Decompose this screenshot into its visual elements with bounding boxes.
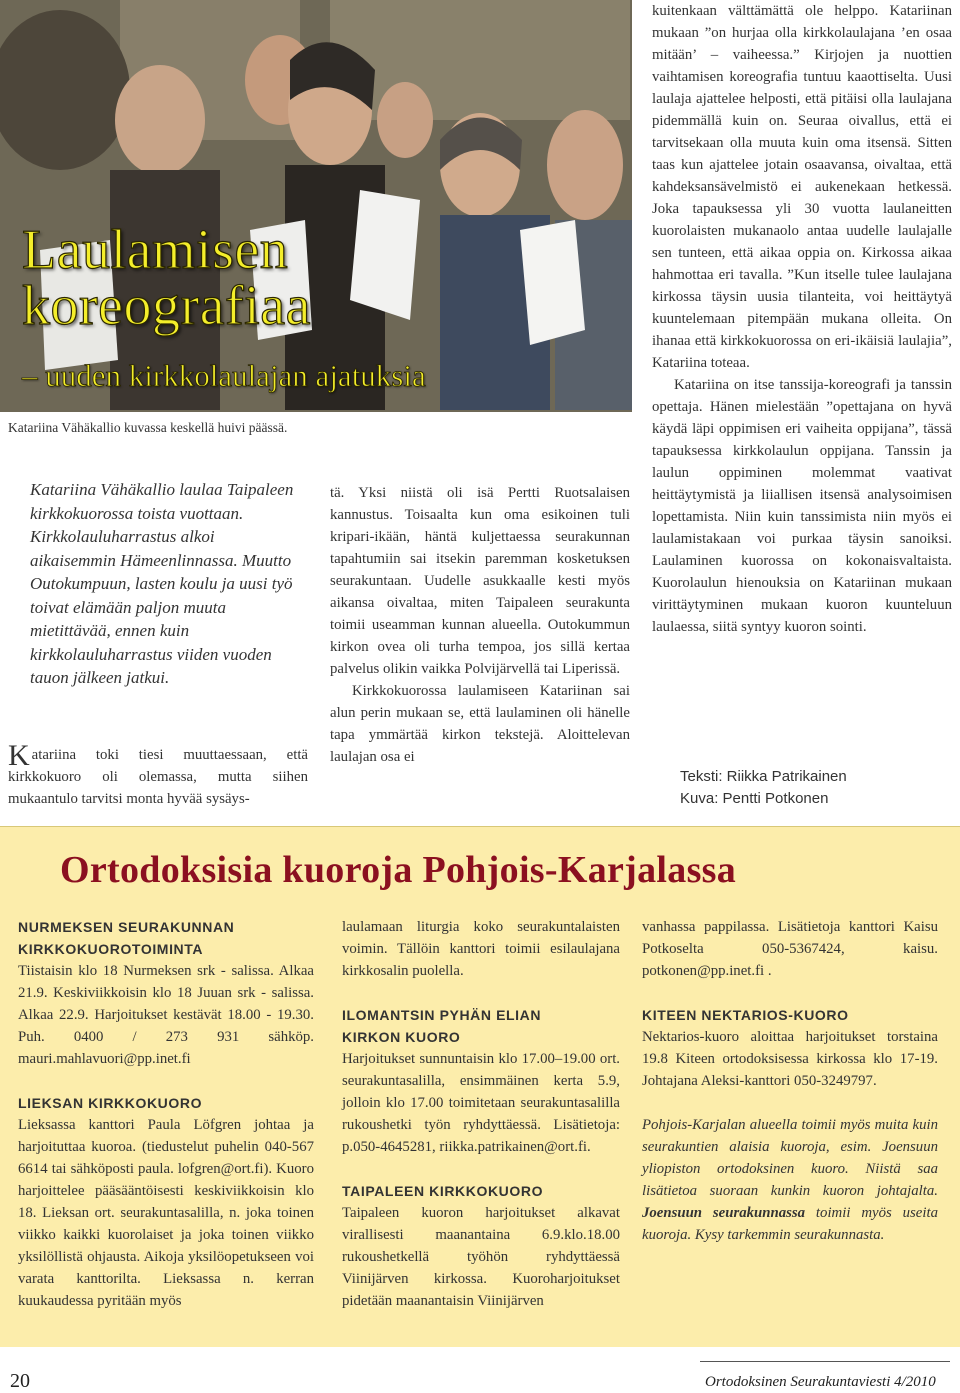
headline-line2: koreografiaa — [22, 275, 311, 337]
publication-name: Ortodoksinen Seurakuntaviesti 4/2010 — [705, 1374, 936, 1390]
box-column-1 — [18, 916, 314, 1312]
article-col3-p2: Katariina on itse tanssija-koreografi ja tanssin opettaja. Hänen mielestään ”opettajana on hyvä käydä läpi oppimisen eri vaiheita oppijana”, tässä tapauksessa kirkkolaulun oppijana. Tanssin ja laulun oppiminen molemmat vaativat heittäytymistä ja liiallisen itsensä analysoimisen lopettamista. Niin kuin tanssimista niin myös ei laulamistakaan voi purkaa täysin sanoiksi. Laulaminen kuorossa on kokonaisvaltaista. Kuorolaulun hienouksia on Katariinan mukaan virittäytyminen mukaan kuoron kuunteluun laulaessa, siitä syntyy kuoron sointi. — [652, 377, 952, 635]
article-col2-p2: Kirkkokuorossa laulamiseen Katariinan sai alun perin mukaan se, että laulaminen oli hänelle tapa ymmärtää kirkon tekstejä. Aloittelevan laulajan osa ei — [330, 683, 630, 765]
kitee-text: Nektarios-kuoro aloittaa harjoitukset torstaina 19.8 Kiteen ortodoksisessa kirkossa klo 17-19. Johtajana Aleksi-kanttori 050-3249797. — [642, 1029, 938, 1089]
box-title: Ortodoksisia kuoroja Pohjois-Karjalassa — [60, 849, 737, 891]
note-part-1: Pohjois-Karjalan alueella toimii myös muita kuin seurakuntien alaisia kuoroja, esim. Joensuun yliopiston ortodoksinen kuoro. Niistä saa lisätietoa suoraan kunkin kuoron johtajalta. — [642, 1117, 938, 1199]
nurmes-heading-1: NURMEKSEN SEURAKUNNAN — [18, 919, 235, 935]
article-col2-p1: tä. Yksi niistä oli isä Pertti Ruotsalaisen kannustus. Toisaalta kun oma esikoinen tuli kripari-ikään, häntä kuljettaessa seurakunnan tapahtumiin sai itsekin paremman kosketuksen seurakuntaan. Uudelle asukkaalle kesti myös aikansa oivaltaa, miten Taipaleen seurakunta toimii useamman kunnan alueella. Outokummun kirkon ovea oli turha tempoa, jos sillä kertaa palvelus olikin vaikka Polvijärvellä tai Liperissä. — [330, 485, 630, 677]
lieksa-continued: laulamaan liturgia koko seurakuntalaisten voimin. Tällöin kanttori toimii esilaulajana kirkkosalin puolella. — [342, 919, 620, 979]
credit-text: Teksti: Riikka Patrikainen — [680, 768, 847, 785]
taipale-text: Taipaleen kuoron harjoitukset alkavat virallisesti maanantaina 6.9.klo.18.00 rukoushetkellä työhön ryhdyttäessä Viinijärven kirkossa. Kuoroharjoitukset pidetään maanantaisin Viinijärven — [342, 1205, 620, 1309]
lieksa-text: Lieksassa kanttori Paula Löfgren johtaa ja harjoituttaa kuoroa. (tiedustelut puhelin 040-567 6614 tai sähköposti paula. lofgren@ort.fi). Kuoro harjoittelee pääsääntöisesti keskiviikkoisin klo 18. Lieksan ort. seurakuntasalilla, n. joka toinen viikko kaikki kuorolaiset ja joka toinen viikko yksilöllistä ohjausta. Aikoja yksilöopetukseen voi varata kanttorilta. Lieksassa n. kerran kuukaudessa pyritään myös — [18, 1117, 314, 1309]
article-col3-p1: kuitenkaan välttämättä ole helppo. Katariinan mukaan ”on hurjaa olla kirkkolaulajana ’en osaa mitään’ – vaiheessa.” Kirjojen ja nuottien vaihtamisen koreografia tuntuu kaaottiselta. Uusi laulaja ajattelee helposti, että pitäisi olla laulajana pidemmällä kuin on. Seuraa oivallus, että ei tarvitsekaan olla muuta kuin oma itsensä. Sitten taas kun ajattelee jotain osaavansa, oivaltaa, että kahdeksansävelmistö ei aukenekaan hetkessä. Joka tapauksessa yli 30 vuotta laulaneitten kuorolaisten mukanaolo antaa uudelle laulajalle sen tunteen, että aikaa oppia on. Kirkossa aikaa hahmottaa eri tavalla. ”Kun itselle tulee laulajana kirkossa täysin uusia tilanteita, voi heittäytyä kuuntelemaan pitempään mukana olleita. On ihanaa että kirkkokuorossa on eri-ikäisiä laulajia”, Katariina toteaa. — [652, 3, 952, 371]
page-number: 20 — [10, 1370, 30, 1392]
nurmes-heading-2: KIRKKOKUOROTOIMINTA — [18, 941, 204, 957]
box-column-3 — [642, 916, 938, 1246]
footer-rule — [700, 1361, 950, 1362]
note-bold: Joensuun seurakunnassa — [642, 1205, 806, 1221]
taipale-heading: TAIPALEEN KIRKKOKUORO — [342, 1183, 544, 1199]
headline-subtitle: – uuden kirkkolaulajan ajatuksia — [22, 358, 426, 393]
headline-line1: Laulamisen — [22, 219, 289, 281]
credits — [680, 766, 847, 810]
choir-photo-illustration — [0, 0, 632, 412]
taipale-continued: vanhassa pappilassa. Lisätietoja kanttori Kaisu Potkoselta 050-5367424, kaisu. potkonen@pp.inet.fi . — [642, 919, 938, 979]
intro-text: Katariina Vähäkallio laulaa Taipaleen kirkkokuorossa toista vuottaan. Kirkkolauluharrastus alkoi aikaisemmin Hämeenlinnassa. Muutto Outokumpuun, lasten koulu ja uusi työ toivat elämään paljon muuta mietittävää, ennen kuin kirkkolauluharrastus viiden vuoden tauon jälkeen jatkui. — [30, 480, 294, 687]
choir-photo — [0, 0, 632, 412]
ilomantsi-heading-2: KIRKON KUORO — [342, 1029, 461, 1045]
dropcap: K — [8, 739, 30, 772]
ilomantsi-heading-1: ILOMANTSIN PYHÄN ELIAN — [342, 1007, 542, 1023]
ilomantsi-text: Harjoitukset sunnuntaisin klo 17.00–19.00 ort. seurakuntasalilla, ensimmäinen kerta 5.9, jolloin klo 17.00 toimitetaan seurakuntasalilla rukoushetki työn ryhdyttäessä. Lisätietoja: p.050-4645281, riikka.patrikainen@ort.fi. — [342, 1051, 620, 1155]
article-col1-text: atariina toki tiesi muuttaessaan, että kirkkokuoro oli olemassa, mutta siihen mukaantulo tarvitsi monta hyvää sysäys- — [8, 747, 308, 807]
credit-photo: Kuva: Pentti Potkonen — [680, 790, 829, 807]
photo-caption: Katariina Vähäkallio kuvassa keskellä huivi päässä. — [8, 420, 288, 435]
article-column-3 — [652, 0, 952, 638]
article-column-1 — [8, 739, 308, 810]
article-column-2 — [330, 482, 630, 768]
kitee-heading: KITEEN NEKTARIOS-KUORO — [642, 1007, 849, 1023]
other-choirs-note — [642, 1114, 938, 1246]
note-part-2: toimii myös useita kuoroja. Kysy tarkemmin seurakunnasta. — [642, 1205, 938, 1243]
lieksa-heading: LIEKSAN KIRKKOKUORO — [18, 1095, 203, 1111]
headline — [22, 219, 311, 337]
nurmes-text: Tiistaisin klo 18 Nurmeksen srk - salissa. Alkaa 21.9. Keskiviikkoisin klo 18 Juuan srk - salissa. Alkaa 22.9. Harjoitukset kestävät 18.00 - 19.30. Puh. 0400 / 273 931 sähköp. mauri.mahlavuori@pp.inet.fi — [18, 963, 314, 1067]
box-column-2 — [342, 916, 620, 1312]
